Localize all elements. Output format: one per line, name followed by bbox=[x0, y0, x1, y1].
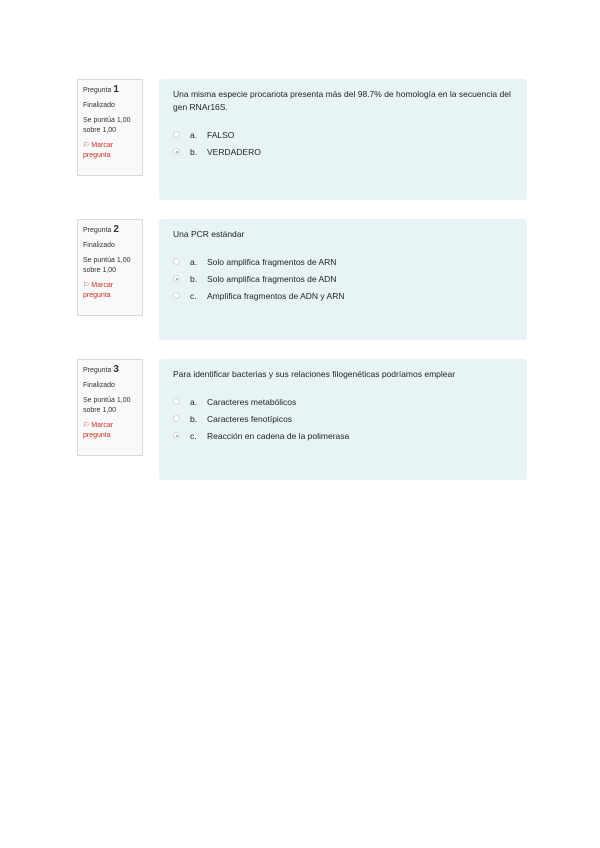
radio-button-selected[interactable] bbox=[173, 275, 180, 282]
flag-question-link[interactable] bbox=[83, 281, 137, 301]
option-text: Caracteres metabólicos bbox=[207, 396, 297, 407]
option-letter: b. bbox=[190, 146, 198, 157]
question-content bbox=[159, 219, 527, 340]
question-number bbox=[83, 85, 137, 96]
option-letter: a. bbox=[190, 256, 198, 267]
radio-button[interactable] bbox=[173, 398, 180, 405]
flag-icon: ⚐ bbox=[83, 282, 90, 289]
flag-label: Marcar pregunta bbox=[83, 142, 114, 159]
answer-option[interactable] bbox=[173, 410, 513, 427]
answer-option[interactable] bbox=[173, 143, 513, 160]
question-text: Una PCR estándar bbox=[173, 229, 245, 239]
answer-option[interactable] bbox=[173, 287, 513, 304]
question-info bbox=[77, 219, 143, 316]
flag-label: Marcar pregunta bbox=[83, 282, 114, 299]
flag-icon: ⚐ bbox=[83, 422, 90, 429]
question-state: Finalizado bbox=[83, 382, 115, 389]
radio-button-selected[interactable] bbox=[173, 432, 180, 439]
option-text: Reacción en cadena de la polimerasa bbox=[207, 430, 350, 441]
option-letter: b. bbox=[190, 273, 198, 284]
answer-option[interactable] bbox=[173, 126, 513, 143]
option-text: Caracteres fenotípicos bbox=[207, 413, 293, 424]
question-number bbox=[83, 225, 137, 236]
radio-button[interactable] bbox=[173, 292, 180, 299]
option-text: Solo amplifica fragmentos de ADN bbox=[207, 273, 337, 284]
answer-list bbox=[173, 253, 513, 304]
question-text: Una misma especie procariota presenta más del 98.7% de homología en la secuencia del gen RNAr16S. bbox=[173, 89, 511, 112]
option-text: VERDADERO bbox=[207, 146, 261, 157]
question-number-value: 1 bbox=[113, 84, 119, 95]
question-text: Para identificar bacterias y sus relaciones filogenéticas podríamos emplear bbox=[173, 369, 456, 379]
question-info bbox=[77, 79, 143, 176]
question-state: Finalizado bbox=[83, 242, 115, 249]
radio-button-selected[interactable] bbox=[173, 148, 180, 155]
question-info bbox=[77, 359, 143, 456]
question-number-value: 2 bbox=[113, 224, 119, 235]
question-content bbox=[159, 79, 527, 200]
answer-list bbox=[173, 393, 513, 444]
option-letter: b. bbox=[190, 413, 198, 424]
option-text: FALSO bbox=[207, 129, 235, 140]
flag-icon: ⚐ bbox=[83, 142, 90, 149]
question-content bbox=[159, 359, 527, 480]
option-text: Amplifica fragmentos de ADN y ARN bbox=[207, 290, 345, 301]
answer-list bbox=[173, 126, 513, 160]
answer-option[interactable] bbox=[173, 393, 513, 410]
option-letter: a. bbox=[190, 129, 198, 140]
option-letter: c. bbox=[190, 430, 197, 441]
question-state: Finalizado bbox=[83, 102, 115, 109]
question-grade: Se puntúa 1,00 sobre 1,00 bbox=[83, 117, 131, 134]
question-label: Pregunta bbox=[83, 227, 112, 234]
answer-option[interactable] bbox=[173, 270, 513, 287]
radio-button[interactable] bbox=[173, 258, 180, 265]
flag-question-link[interactable] bbox=[83, 421, 137, 441]
question-grade: Se puntúa 1,00 sobre 1,00 bbox=[83, 257, 131, 274]
option-text: Solo amplifica fragmentos de ARN bbox=[207, 256, 337, 267]
question-number-value: 3 bbox=[113, 364, 119, 375]
question-grade: Se puntúa 1,00 sobre 1,00 bbox=[83, 397, 131, 414]
question-label: Pregunta bbox=[83, 367, 112, 374]
question-number bbox=[83, 365, 137, 376]
radio-button[interactable] bbox=[173, 415, 180, 422]
radio-button[interactable] bbox=[173, 131, 180, 138]
answer-option[interactable] bbox=[173, 253, 513, 270]
flag-question-link[interactable] bbox=[83, 141, 137, 161]
question-label: Pregunta bbox=[83, 87, 112, 94]
option-letter: c. bbox=[190, 290, 197, 301]
option-letter: a. bbox=[190, 396, 198, 407]
flag-label: Marcar pregunta bbox=[83, 422, 114, 439]
answer-option[interactable] bbox=[173, 427, 513, 444]
